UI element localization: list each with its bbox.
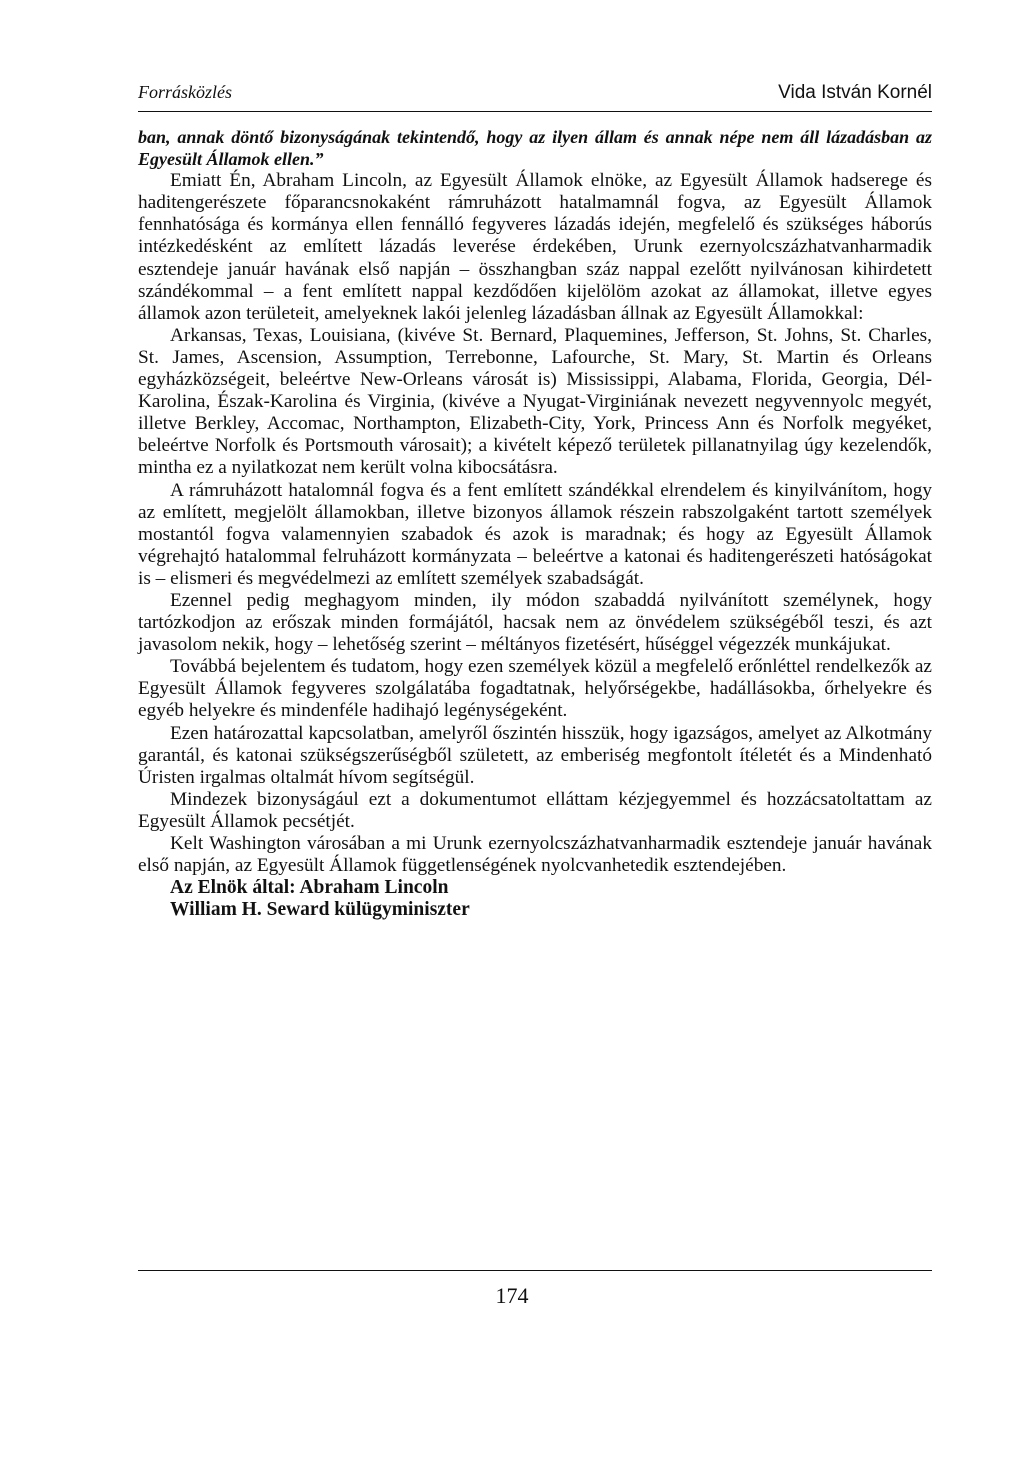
header-rule [138, 111, 932, 112]
quote-continuation: ban, annak döntő bizonyságának tekintendő, hogy az ilyen állam és annak népe nem áll lázadásban az Egyesült Államok ellen.” [138, 127, 932, 170]
header-section-title: Forrásközlés [138, 82, 232, 102]
page-number: 174 [495, 1283, 529, 1308]
paragraph-dated: Kelt Washington városában a mi Urunk ezernyolcszázhatvanharmadik esztendeje január havának első napján, az Egyesült Államok függetlenségének nyolcvanhetedik esztendejében. [138, 833, 932, 877]
paragraph-military-service: Továbbá bejelentem és tudatom, hogy ezen személyek közül a megfelelő erőnléttel rendelkezők az Egyesült Államok fegyveres szolgálatába fogadtatnak, helyőrségekbe, hadállásokba, őrhelyekre és egyéb helyekre és mindenféle hadihajó legénységeként. [138, 656, 932, 722]
paragraph-invocation: Ezen határozattal kapcsolatban, amelyről őszintén hisszük, hogy igazságos, amelyet az Alkotmány garantál, és katonai szükségszerűségből született, az emberiség megfontolt ítéletét és a Mindenható Úristen irgalmas oltalmát hívom segítségül. [138, 722, 932, 788]
paragraph-proclamation: Emiatt Én, Abraham Lincoln, az Egyesült Államok elnöke, az Egyesült Államok hadserege és haditengerészete főparancsnokaként rámruházott hatalmamnál fogva, az Egyesült Államok fennhatósága és kormánya ellen fennálló fegyveres lázadás idején, megfelelő és szükséges háborús intézkedésként az említett lázadás leverése érdekében, Urunk ezernyolcszázhatvanharmadik esztendeje január havának első napján – összhangban száz nappal ezelőtt nyilvánosan kihirdetett szándékommal – a fent említett nappal kezdődően kijelölöm azokat az államokat, illetve egyes államok azon területeit, amelyeknek lakói jelenleg lázadásban állnak az Egyesült Államokkal: [138, 170, 932, 324]
running-header [138, 82, 932, 110]
header-author: Vida István Kornél [778, 82, 932, 103]
paragraph-states-list: Arkansas, Texas, Louisiana, (kivéve St. Bernard, Plaquemines, Jefferson, St. Johns, St. Charles, St. James, Ascension, Assumption, Terrebonne, Lafourche, St. Mary, St. Martin és Orleans egyházközségeit, beleértve New-Orleans városát is) Mississippi, Alabama, Florida, Georgia, Dél-Karolina, Észak-Karolina és Virginia, (kivéve a Nyugat-Virginiának nevezett negyvennyolc megyét, illetve Berkley, Accomac, Northampton, Elizabeth-City, York, Princess Ann és Norfolk megyéket, beleértve Norfolk és Portsmouth városait); a kivételt képező területek pillanatnyilag úgy kezelendők, mintha ez a nyilatkozat nem került volna kibocsátásra. [138, 324, 932, 479]
signature-president: Az Elnök által: Abraham Lincoln [170, 877, 449, 899]
paragraph-nonviolence: Ezennel pedig meghagyom minden, ily módon szabaddá nyilvánított személynek, hogy tartózkodjon az erőszak minden formájától, hacsak nem az önvédelem szükségéből teszi, és azt javasolom nekik, hogy – lehetőség szerint – méltányos fizetésért, hűséggel végezzék munkájukat. [138, 589, 932, 656]
paragraph-emancipation: A rámruházott hatalomnál fogva és a fent említett szándékkal elrendelem és kinyilvánítom, hogy az említett, megjelölt államokban, illetve bizonyos államok részein rabszolgaként tartott személyek mostantól fogva valamennyien szabadok és azok is maradnak; és hogy az Egyesült Államok végrehajtó hatalommal felruházott kormányzata – beleértve a katonai és haditengerészeti hatóságokat is – elismeri és megvédelmezi az említett személyek szabadságát. [138, 479, 932, 589]
paragraph-seal: Mindezek bizonyságául ezt a dokumentumot elláttam kézjegyemmel és hozzácsatoltattam az Egyesült Államok pecsétjét. [138, 788, 932, 832]
footer-rule [138, 1270, 932, 1271]
signature-secretary: William H. Seward külügyminiszter [170, 899, 470, 921]
document-body [138, 126, 932, 921]
